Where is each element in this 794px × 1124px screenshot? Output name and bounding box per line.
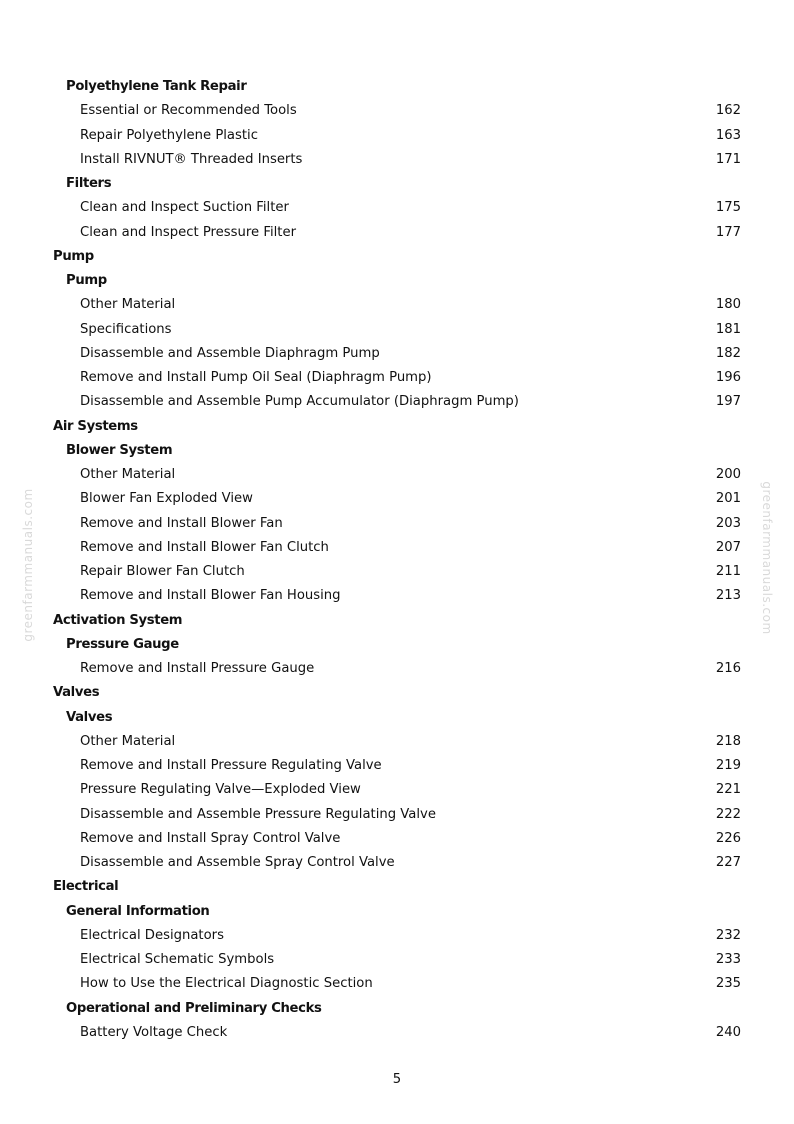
toc-section-heading[interactable] <box>0 75 794 99</box>
watermark-right: greenfarmmanuals.com <box>760 481 774 635</box>
toc-entry-title: Blower Fan Exploded View <box>80 491 253 507</box>
toc-entry-title: Filters <box>66 176 112 191</box>
toc-entry[interactable] <box>0 560 794 584</box>
toc-entry-page: 222 <box>715 806 741 822</box>
toc-entry-title: Disassemble and Assemble Pump Accumulator (Diaphragm Pump) <box>80 394 519 410</box>
toc-entry-title: Install RIVNUT® Threaded Inserts <box>80 151 303 167</box>
toc-entry-page: 235 <box>715 976 741 992</box>
toc-entry-title: Remove and Install Blower Fan <box>80 515 283 531</box>
toc-entry-title: Remove and Install Spray Control Valve <box>80 830 341 846</box>
toc-entry-title: Operational and Preliminary Checks <box>66 1000 322 1016</box>
toc-entry-page: 162 <box>715 103 741 119</box>
toc-entry[interactable] <box>0 366 794 390</box>
toc-entry-title: Pressure Gauge <box>66 636 179 652</box>
toc-entry-title: Essential or Recommended Tools <box>80 103 297 119</box>
toc-entry-page: 211 <box>715 564 741 579</box>
toc-entry-title: How to Use the Electrical Diagnostic Section <box>80 976 373 992</box>
toc-entry[interactable] <box>0 657 794 681</box>
toc-section-heading[interactable] <box>0 609 794 633</box>
toc-entry-title: Clean and Inspect Pressure Filter <box>80 224 296 240</box>
toc-entry[interactable] <box>0 196 794 220</box>
toc-entry-page: 213 <box>715 588 741 604</box>
toc-entry-page: 226 <box>715 830 741 846</box>
toc-entry-title: Electrical <box>53 879 119 895</box>
toc-entry-title: Polyethylene Tank Repair <box>66 79 247 94</box>
toc-entry-title: Specifications <box>80 321 172 337</box>
toc-entry-title: Remove and Install Blower Fan Clutch <box>80 539 329 555</box>
toc-entry-page: 227 <box>715 855 741 870</box>
watermark-left: greenfarmmanuals.com <box>21 488 35 642</box>
toc-entry-page: 177 <box>715 224 741 240</box>
toc-entry-page: 197 <box>715 394 741 410</box>
toc-entry[interactable] <box>0 221 794 245</box>
toc-entry-page: 203 <box>715 515 741 531</box>
toc-entry-page: 221 <box>715 782 741 798</box>
toc-entry-title: Repair Blower Fan Clutch <box>80 564 245 579</box>
toc-entry[interactable] <box>0 948 794 972</box>
toc-entry[interactable] <box>0 318 794 342</box>
toc-entry[interactable] <box>0 342 794 366</box>
toc-entry-title: General Information <box>66 903 210 919</box>
toc-entry[interactable] <box>0 148 794 172</box>
toc-entry[interactable] <box>0 487 794 511</box>
toc-entry[interactable] <box>0 536 794 560</box>
toc-entry-title: Electrical Designators <box>80 927 224 943</box>
toc-entry[interactable] <box>0 754 794 778</box>
toc-entry-page: 182 <box>715 345 741 361</box>
toc-entry[interactable] <box>0 390 794 414</box>
toc-entry[interactable] <box>0 99 794 123</box>
toc-section-heading[interactable] <box>0 900 794 924</box>
toc-section-heading[interactable] <box>0 875 794 899</box>
table-of-contents <box>0 75 794 1045</box>
toc-entry[interactable] <box>0 924 794 948</box>
toc-entry[interactable] <box>0 512 794 536</box>
toc-entry[interactable] <box>0 778 794 802</box>
toc-entry-page: 219 <box>715 758 741 773</box>
toc-entry[interactable] <box>0 851 794 875</box>
toc-entry-title: Remove and Install Pump Oil Seal (Diaphragm Pump) <box>80 370 432 385</box>
toc-entry-page: 175 <box>715 200 741 216</box>
toc-entry-title: Remove and Install Blower Fan Housing <box>80 588 341 604</box>
toc-entry[interactable] <box>0 730 794 754</box>
toc-entry[interactable] <box>0 463 794 487</box>
toc-entry-title: Other Material <box>80 297 176 313</box>
toc-entry-page: 181 <box>715 321 741 337</box>
toc-section-heading[interactable] <box>0 172 794 196</box>
toc-entry-page: 163 <box>715 127 741 143</box>
toc-entry-page: 218 <box>715 733 741 749</box>
toc-entry-title: Clean and Inspect Suction Filter <box>80 200 289 216</box>
toc-entry-page: 171 <box>715 151 741 167</box>
toc-entry-title: Electrical Schematic Symbols <box>80 952 275 967</box>
toc-entry-title: Remove and Install Pressure Regulating Valve <box>80 758 382 773</box>
toc-entry-title: Disassemble and Assemble Diaphragm Pump <box>80 345 380 361</box>
toc-entry-title: Blower System <box>66 442 173 458</box>
toc-entry-title: Repair Polyethylene Plastic <box>80 127 258 143</box>
toc-section-heading[interactable] <box>0 439 794 463</box>
toc-section-heading[interactable] <box>0 681 794 705</box>
toc-entry[interactable] <box>0 827 794 851</box>
toc-entry[interactable] <box>0 293 794 317</box>
toc-entry-title: Battery Voltage Check <box>80 1024 228 1040</box>
toc-section-heading[interactable] <box>0 706 794 730</box>
toc-entry-title: Pump <box>53 248 94 264</box>
toc-section-heading[interactable] <box>0 997 794 1021</box>
toc-entry-page: 200 <box>715 467 741 482</box>
toc-entry-page: 180 <box>715 297 741 313</box>
toc-entry-title: Valves <box>53 685 100 701</box>
toc-entry-page: 240 <box>715 1024 741 1040</box>
toc-entry-title: Disassemble and Assemble Spray Control Valve <box>80 855 395 870</box>
toc-entry[interactable] <box>0 584 794 608</box>
toc-entry-page: 233 <box>715 952 741 967</box>
toc-entry-title: Pressure Regulating Valve—Exploded View <box>80 782 361 798</box>
toc-entry-title: Disassemble and Assemble Pressure Regulating Valve <box>80 806 436 822</box>
toc-entry[interactable] <box>0 124 794 148</box>
toc-section-heading[interactable] <box>0 269 794 293</box>
toc-entry-page: 207 <box>715 539 741 555</box>
toc-entry-title: Air Systems <box>53 418 138 434</box>
toc-entry-title: Pump <box>66 273 107 288</box>
toc-entry-title: Valves <box>66 709 113 725</box>
toc-section-heading[interactable] <box>0 633 794 657</box>
toc-entry[interactable] <box>0 803 794 827</box>
toc-entry-page: 196 <box>715 370 741 385</box>
toc-section-heading[interactable] <box>0 415 794 439</box>
toc-section-heading[interactable] <box>0 245 794 269</box>
toc-entry-title: Other Material <box>80 733 176 749</box>
page-number: 5 <box>392 1072 402 1087</box>
toc-entry-title: Other Material <box>80 467 176 482</box>
toc-entry-title: Activation System <box>53 612 183 628</box>
toc-entry-page: 216 <box>715 661 741 676</box>
toc-entry-page: 201 <box>715 491 741 507</box>
toc-entry-page: 232 <box>715 927 741 943</box>
toc-entry[interactable] <box>0 972 794 996</box>
toc-entry-title: Remove and Install Pressure Gauge <box>80 661 315 676</box>
toc-entry[interactable] <box>0 1021 794 1045</box>
